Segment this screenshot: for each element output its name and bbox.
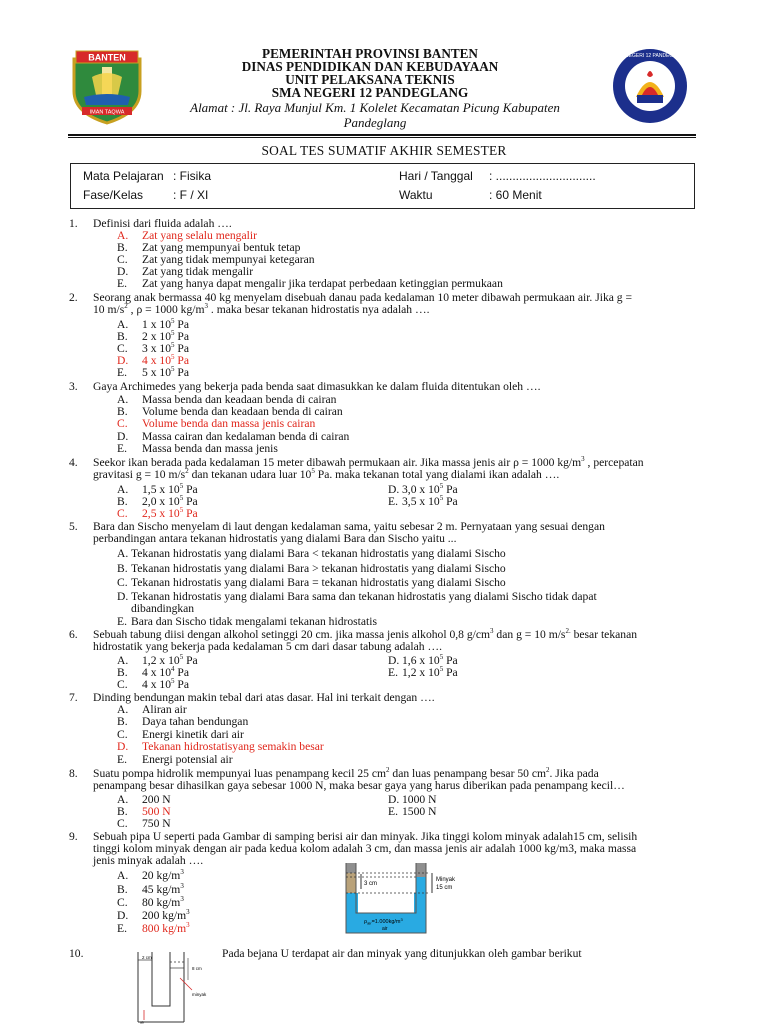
right-tube-top xyxy=(416,863,426,877)
q3-option-d: D. Massa cairan dan kedalaman benda di cairan xyxy=(117,430,350,443)
q3-option-e: E. Massa benda dan massa jenis xyxy=(117,442,278,455)
q1-option-c: C. Zat yang tidak mempunyai ketegaran xyxy=(117,253,315,266)
question-text-line-2: perbandingan antara tekanan hidrostatis yang dialami Bara dan Sischo yaitu ... xyxy=(93,532,457,546)
q1-option-a: A. Zat yang selalu mengalir xyxy=(117,229,257,242)
fig-label-air: air xyxy=(382,926,388,932)
exam-info-box xyxy=(70,163,695,209)
q6-option-e: E. 1,2 x $10^5$ Pa xyxy=(388,665,458,679)
question-text: Gaya Archimedes yang bekerja pada benda saat dimasukkan ke dalam fluida ditentukan oleh …. xyxy=(93,380,541,393)
question-3 xyxy=(69,380,693,393)
question-2 xyxy=(69,291,693,317)
question-number: 5. xyxy=(69,520,78,533)
class-value: : F / XI xyxy=(173,188,209,202)
q5-option-d: D. Tekanan hidrostatis yang dialami Bara sama dan tekanan hidrostatis yang dialami Sischo tidak dapat xyxy=(117,590,597,603)
q2-option-e: E. 5 x $10^5$ Pa xyxy=(117,365,189,379)
left-tube-top xyxy=(346,863,356,873)
fig10-label-8cm: 8 cm xyxy=(192,966,202,971)
header-rule-thick xyxy=(68,134,696,136)
fig10-label-2cm: 2 cm xyxy=(142,955,152,960)
fig-label-3cm: 3 cm xyxy=(364,881,378,887)
question-text-line-2: 10 $m/s^2$ , ρ = 1000 $kg/m^3$ . maka besar tekanan hidrostatis nya adalah …. xyxy=(93,302,430,317)
q9-option-e: E. 800 $kg/m^3$ xyxy=(117,921,190,935)
q1-option-e: E. Zat yang hanya dapat mengalir jika terdapat perbedaan ketinggian permukaan xyxy=(117,277,503,290)
question-text-line-1: Suatu pompa hidrolik mempunyai luas penampang kecil 25 $cm^2$ dan luas penampang besar 50 $cm^2$. Jika pada xyxy=(93,766,599,780)
question-text-line-1: Seekor ikan berada pada kedalaman 15 meter dibawah permukaan air. Jika massa jenis air ρ = 1000 $kg/m^3$ , percepatan xyxy=(93,455,644,469)
school-logo-text: SMA NEGERI 12 PANDEGLANG xyxy=(613,53,687,59)
question-text-line-2: penampang besar dihasilkan gaya sebesar 1000 N, maka besar gaya yang harus diberikan pada penampang kecil… xyxy=(93,779,625,793)
q5-option-d-cont: dibandingkan xyxy=(131,602,195,615)
question-4 xyxy=(69,455,693,482)
q4-option-d: D. 3,0 x $10^5$ Pa xyxy=(388,482,458,496)
fig10-label-minyak: minyak xyxy=(192,992,207,997)
header-line-2: DINAS PENDIDIKAN DAN KEBUDAYAAN xyxy=(241,59,499,74)
question-number: 7. xyxy=(69,691,78,704)
banten-logo xyxy=(68,47,146,125)
question-text-line-1: Sebuah pipa U seperti pada Gambar di samping berisi air dan minyak. Jika tinggi kolom minyak adalah15 cm, selisih xyxy=(93,830,638,843)
q5-option-a: A. Tekanan hidrostatis yang dialami Bara < tekanan hidrostatis yang dialami Sischo xyxy=(117,547,506,560)
question-number: 2. xyxy=(69,291,78,304)
q6-option-c: C. 4 x $10^5$ Pa xyxy=(117,677,189,691)
q5-option-c: C. Tekanan hidrostatis yang dialami Bara = tekanan hidrostatis yang dialami Sischo xyxy=(117,576,506,589)
question-number: 10. xyxy=(69,947,84,960)
q1-option-b: B. Zat yang mempunyai bentuk tetap xyxy=(117,241,301,254)
q8-option-e: E. 1500 N xyxy=(388,805,437,818)
q4-option-c: C. 2,5 x $10^5$ Pa xyxy=(117,506,198,520)
header-line-3: UNIT PELAKSANA TEKNIS xyxy=(285,72,455,87)
question-number: 8. xyxy=(69,767,78,780)
question-text: Pada bejana U terdapat air dan minyak yang ditunjukkan oleh gambar berikut xyxy=(222,947,582,960)
question-8 xyxy=(69,766,693,793)
q3-option-c: C. Volume benda dan massa jenis cairan xyxy=(117,417,316,430)
q7-option-e: E. Energi potensial air xyxy=(117,753,233,766)
q7-option-c: C. Energi kinetik dari air xyxy=(117,728,244,741)
date-label: Hari / Tanggal xyxy=(399,169,473,183)
question-5 xyxy=(69,520,693,546)
date-value: : .............................. xyxy=(489,169,596,183)
subject-value: : Fisika xyxy=(173,169,212,183)
header-line-1: PEMERINTAH PROVINSI BANTEN xyxy=(262,46,478,61)
oil-column xyxy=(346,873,356,893)
q4-option-b: B. 2,0 x $10^5$ Pa xyxy=(117,494,198,508)
q7-option-d: D. Tekanan hidrostatisyang semakin besar xyxy=(117,740,324,753)
page-title: SOAL TES SUMATIF AKHIR SEMESTER xyxy=(261,143,507,158)
class-label: Fase/Kelas xyxy=(83,188,144,202)
fig-label-15cm: 15 cm xyxy=(436,885,453,891)
q5-option-e: E. Bara dan Sischo tidak mengalami tekanan hidrostatis xyxy=(117,615,377,628)
question-text: Definisi dari fluida adalah …. xyxy=(93,217,232,230)
q1-option-d: D. Zat yang tidak mengalir xyxy=(117,265,254,278)
question-text-line-2: hidrostatik yang bekerja pada kedalaman 5 cm dari dasar tabung adalah …. xyxy=(93,640,442,654)
question-number: 4. xyxy=(69,456,78,469)
q2-option-d: D. 4 x $10^5$ Pa xyxy=(117,353,189,367)
banten-logo-text: BANTEN xyxy=(88,52,126,63)
q6-option-d: D. 1,6 x $10^5$ Pa xyxy=(388,653,458,667)
u-tube-figure-q9 xyxy=(336,861,476,937)
q7-option-b: B. Daya tahan bendungan xyxy=(117,715,249,728)
header-address-2: Pandeglang xyxy=(343,115,407,130)
subject-label: Mata Pelajaran xyxy=(83,169,164,183)
time-value: : 60 Menit xyxy=(489,188,542,202)
q2-option-a: A. 1 x $10^5$ Pa xyxy=(117,317,189,331)
q2-option-c: C. 3 x $10^5$ Pa xyxy=(117,341,189,355)
banten-logo-motto: IMAN TAQWA xyxy=(89,109,125,116)
question-6 xyxy=(69,627,693,654)
question-text: Dinding bendungan makin tebal dari atas dasar. Hal ini terkait dengan …. xyxy=(93,691,435,704)
u-tube-figure-q10 xyxy=(130,950,220,1024)
question-text-line-2: gravitasi g = 10 $m/s^2$ dan tekanan udara luar $10^5$ Pa. maka tekanan total yang dialami ikan adalah …. xyxy=(93,467,560,482)
fig-label-rho: $\rho_{air}=1.000kg/m^3$ xyxy=(364,917,403,926)
header-address-1: Alamat : Jl. Raya Munjul Km. 1 Kolelet Kecamatan Picung Kabupaten xyxy=(190,100,560,115)
q8-option-b: B. 500 N xyxy=(117,805,171,818)
q3-option-b: B. Volume benda dan keadaan benda di cairan xyxy=(117,405,343,418)
time-label: Waktu xyxy=(399,188,433,202)
question-number: 9. xyxy=(69,830,78,843)
q9-option-d: D. 200 $kg/m^3$ xyxy=(117,908,190,922)
question-text-line-1: Seorang anak bermassa 40 kg menyelam disebuah danau pada kedalaman 10 meter dibawah permukaan air. Jika g = xyxy=(93,291,633,304)
header-line-4: SMA NEGERI 12 PANDEGLANG xyxy=(271,85,469,100)
header-rule-thin xyxy=(68,137,696,138)
q4-option-a: A. 1,5 x $10^5$ Pa xyxy=(117,482,198,496)
q7-option-a: A. Aliran air xyxy=(117,703,187,716)
question-text-line-1: Sebuah tabung diisi dengan alkohol setinggi 20 cm. jika massa jenis alkohol 0,8 $g/cm^3$ dan g = 10 $m/s^{2.}$ besar tekanan xyxy=(93,627,638,641)
q5-option-b: B. Tekanan hidrostatis yang dialami Bara > tekanan hidrostatis yang dialami Sischo xyxy=(117,562,506,575)
q8-option-a: A. 200 N xyxy=(117,793,171,806)
question-number: 1. xyxy=(69,217,78,230)
q8-option-d: D. 1000 N xyxy=(388,793,437,806)
question-number: 3. xyxy=(69,380,78,393)
question-text-line-3: jenis minyak adalah …. xyxy=(93,854,204,868)
q9-option-b: B. 45 $kg/m^3$ xyxy=(117,882,184,896)
question-text-line-2: tinggi kolom minyak dengan air pada kedua kolom adalah 3 cm, dan massa jenis air adalah 1000 kg/m3, maka massa xyxy=(93,842,637,856)
q3-option-a: A. Massa benda dan keadaan benda di cairan xyxy=(117,393,337,406)
fig10-label-air: air xyxy=(140,1019,145,1024)
q6-option-a: A. 1,2 x $10^5$ Pa xyxy=(117,653,198,667)
q9-option-c: C. 80 $kg/m^3$ xyxy=(117,895,184,909)
fig-label-minyak: Minyak xyxy=(436,877,456,883)
q9-option-a: A. 20 $kg/m^3$ xyxy=(117,868,184,882)
q2-option-b: B. 2 x $10^5$ Pa xyxy=(117,329,189,343)
question-number: 6. xyxy=(69,628,78,641)
school-logo xyxy=(611,47,689,125)
q4-option-e: E. 3,5 x $10^5$ Pa xyxy=(388,494,458,508)
question-text-line-1: Bara dan Sischo menyelam di laut dengan kedalaman sama, yaitu sebesar 2 m. Pernyataan yang sesuai dengan xyxy=(93,520,605,533)
q8-option-c: C. 750 N xyxy=(117,817,171,830)
q6-option-b: B. 4 x $10^4$ Pa xyxy=(117,665,189,679)
